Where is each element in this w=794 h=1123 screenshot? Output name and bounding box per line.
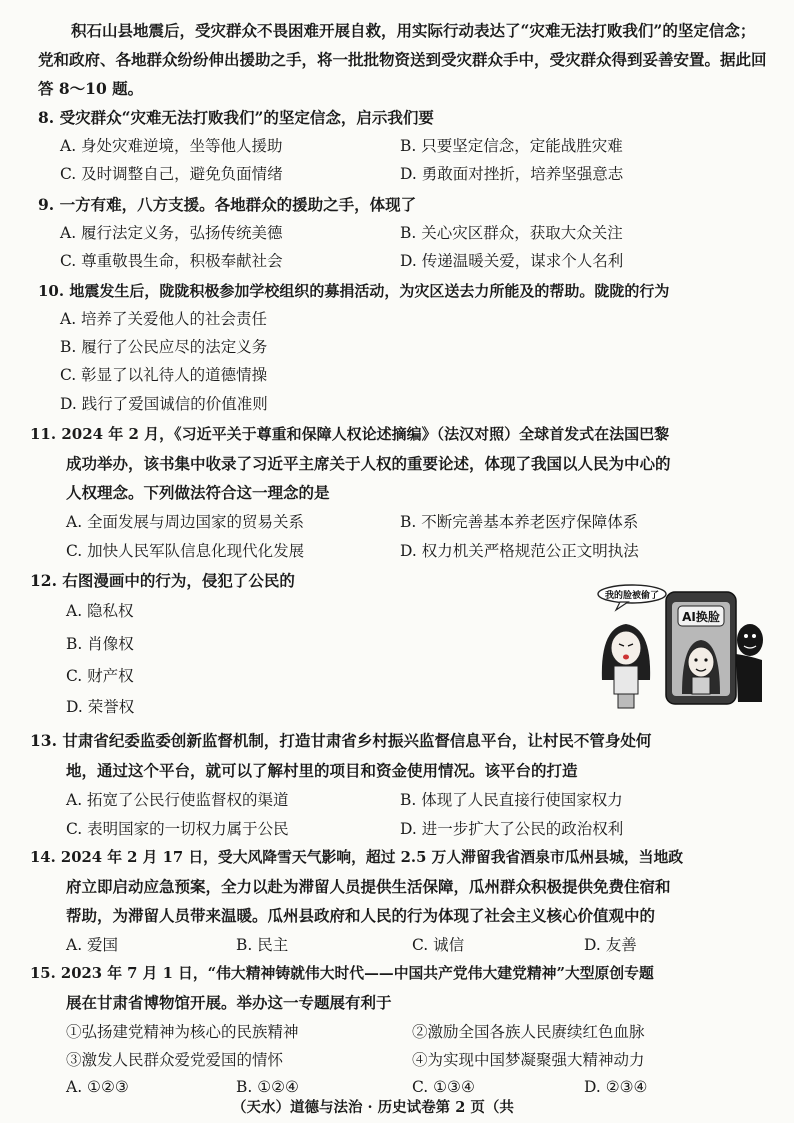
q8-option-c: C. 及时调整自己，避免负面情绪 xyxy=(60,165,283,183)
question-14-line-2: 府立即启动应急预案，全力以赴为滞留人员提供生活保障，瓜州群众积极提供免费住宿和 xyxy=(66,877,671,896)
q12-option-c: C. 财产权 xyxy=(66,667,134,685)
question-11-line-2: 成功举办，该书集中收录了习近平主席关于人权的重要论述，体现了我国以人民为中心的 xyxy=(66,454,671,473)
q14-option-b: B. 民主 xyxy=(236,936,289,954)
intro-passage: 积石山县地震后，受灾群众不畏困难开展自救，用实际行动表达了“灾难无法打败我们”的坚定信念；党和政府、各地群众纷纷伸出援助之手，将一批批物资送到受灾群众手中，受灾群众得到妥善安置。据此回答 8～10 题。 xyxy=(38,21,767,98)
q9-option-a: A. 履行法定义务，弘扬传统美德 xyxy=(60,224,283,242)
q8-option-a: A. 身处灾难逆境，坐等他人援助 xyxy=(60,137,283,155)
q15-option-c: C. ①③④ xyxy=(412,1078,475,1096)
cartoon-bubble-text: 我的脸被偷了 xyxy=(604,591,660,601)
q13-option-b: B. 体现了人民直接行使国家权力 xyxy=(400,791,623,809)
q9-option-c: C. 尊重敬畏生命，积极奉献社会 xyxy=(60,252,283,270)
q13-option-a: A. 拓宽了公民行使监督权的渠道 xyxy=(66,791,289,809)
q11-option-a: A. 全面发展与周边国家的贸易关系 xyxy=(66,513,305,531)
cartoon-screen-text: AI换脸 xyxy=(682,610,720,624)
q14-option-c: C. 诚信 xyxy=(412,936,465,954)
q14-option-d: D. 友善 xyxy=(584,936,637,954)
q15-statement-1: ①弘扬建党精神为核心的民族精神 xyxy=(66,1023,299,1041)
q8-option-b: B. 只要坚定信念，定能战胜灾难 xyxy=(400,137,623,155)
q10-option-b: B. 履行了公民应尽的法定义务 xyxy=(60,338,268,356)
q9-option-b: B. 关心灾区群众，获取大众关注 xyxy=(400,224,623,242)
question-11-line-1: 11. 2024 年 2 月，《习近平关于尊重和保障人权论述摘编》（法汉对照）全球首发式在法国巴黎 xyxy=(30,425,670,443)
question-15-line-1: 15. 2023 年 7 月 1 日，“伟大精神铸就伟大时代——中国共产党伟大建党精神”大型原创专题 xyxy=(30,965,654,982)
q13-option-c: C. 表明国家的一切权力属于公民 xyxy=(66,820,289,838)
q15-option-b: B. ①②④ xyxy=(236,1078,299,1096)
q12-option-b: B. 肖像权 xyxy=(66,635,134,653)
question-14-line-1: 14. 2024 年 2 月 17 日，受大风降雪天气影响，超过 2.5 万人滞留我省酒泉市瓜州县城，当地政 xyxy=(30,849,684,866)
q15-option-d: D. ②③④ xyxy=(584,1078,648,1096)
q13-option-d: D. 进一步扩大了公民的政治权利 xyxy=(400,820,624,838)
q10-option-c: C. 彰显了以礼待人的道德情操 xyxy=(60,366,268,384)
q11-option-c: C. 加快人民军队信息化现代化发展 xyxy=(66,542,305,560)
q8-option-d: D. 勇敢面对挫折，培养坚强意志 xyxy=(400,165,624,183)
question-12-stem: 12. 右图漫画中的行为，侵犯了公民的 xyxy=(30,571,295,590)
question-8-stem: 8. 受灾群众“灾难无法打败我们”的坚定信念，启示我们要 xyxy=(38,108,434,127)
question-9-stem: 9. 一方有难，八方支援。各地群众的援助之手，体现了 xyxy=(38,195,417,214)
q14-option-a: A. 爱国 xyxy=(66,936,119,954)
question-15-line-2: 展在甘肃省博物馆开展。举办这一专题展有利于 xyxy=(66,993,392,1012)
q11-option-d: D. 权力机关严格规范公正文明执法 xyxy=(400,542,639,560)
q15-option-a: A. ①②③ xyxy=(66,1078,129,1096)
question-13-line-2: 地，通过这个平台，就可以了解村里的项目和资金使用情况。该平台的打造 xyxy=(66,761,578,780)
q10-option-a: A. 培养了关爱他人的社会责任 xyxy=(60,310,268,328)
question-13-line-1: 13. 甘肃省纪委监委创新监督机制，打造甘肃省乡村振兴监督信息平台，让村民不管身处何 xyxy=(30,731,652,750)
question-10-stem: 10. 地震发生后，陇陇积极参加学校组织的募捐活动，为灾区送去力所能及的帮助。陇陇的行为 xyxy=(38,282,670,300)
q15-statement-4: ④为实现中国梦凝聚强大精神动力 xyxy=(412,1051,645,1069)
q10-option-d: D. 践行了爱国诚信的价值准则 xyxy=(60,395,268,413)
q12-option-d: D. 荣誉权 xyxy=(66,698,135,716)
ai-face-swap-cartoon xyxy=(596,584,764,710)
q15-statement-2: ②激励全国各族人民赓续红色血脉 xyxy=(412,1023,645,1041)
q9-option-d: D. 传递温暖关爱，谋求个人名利 xyxy=(400,252,624,270)
q12-option-a: A. 隐私权 xyxy=(66,602,134,620)
cartoon-drawing xyxy=(596,584,764,710)
page-footer: （天水）道德与法治 · 历史试卷第 2 页（共 xyxy=(232,1099,514,1116)
question-11-line-3: 人权理念。下列做法符合这一理念的是 xyxy=(66,483,330,502)
q11-option-b: B. 不断完善基本养老医疗保障体系 xyxy=(400,513,639,531)
q15-statement-3: ③激发人民群众爱党爱国的情怀 xyxy=(66,1051,284,1069)
question-14-line-3: 帮助，为滞留人员带来温暖。瓜州县政府和人民的行为体现了社会主义核心价值观中的 xyxy=(66,906,656,925)
